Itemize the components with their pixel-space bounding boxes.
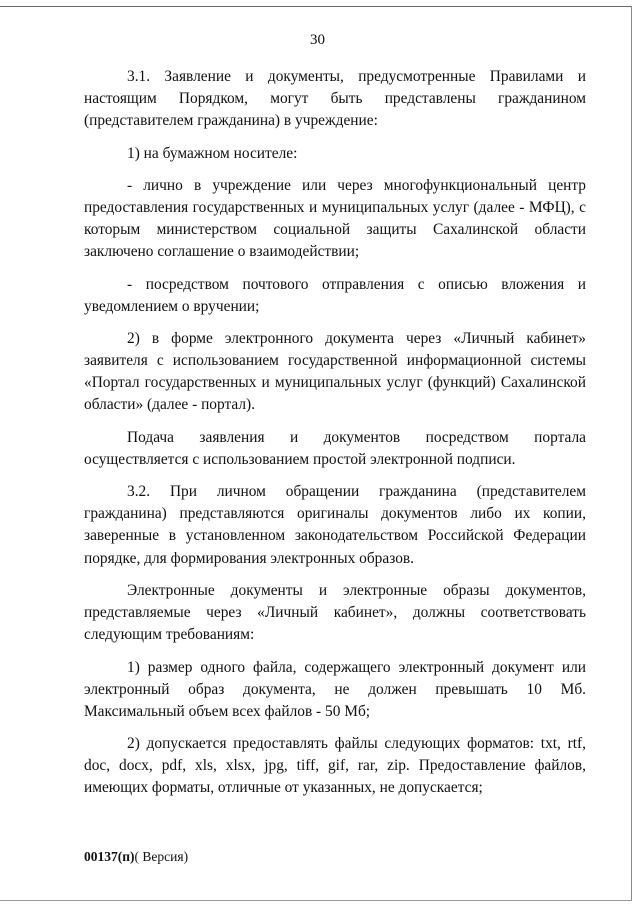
paragraph-requirements: Электронные документы и электронные образы документов, представляемые через «Личный кабинет», должны соответствовать следующим требованиям: [84,581,586,644]
paragraph-signature: Подача заявления и документов посредством портала осуществляется с использованием простой электронной подписи. [84,428,586,468]
footer-code: 00137(п) [84,849,135,864]
paragraph-by-mail: - посредством почтового отправления с описью вложения и уведомлением о вручении; [84,275,586,315]
bottom-border-line [0,900,632,901]
paragraph-paper-medium: 1) на бумажном носителе: [127,144,298,162]
paragraph-file-formats: 2) допускается предоставлять файлы следующих форматов: txt, rtf, doc, docx, pdf, xls, xlsx, jpg, tiff, gif, rar, zip. Предоставление файлов, имеющих форматы, отличные от указанных, не допускается; [84,735,586,797]
paragraph-file-size: 1) размер одного файла, содержащего электронный документ или электронный образ документа, не должен превышать 10 Мб. Максимальный объем всех файлов - 50 Мб; [84,658,586,720]
right-border-line [631,6,632,901]
top-border-line [0,6,632,7]
paragraph-3-1: 3.1. Заявление и документы, предусмотренные Правилами и настоящим Порядком, могут быть представлены гражданином (представителем гражданина) в учреждение: [84,68,586,130]
document-body [84,66,586,810]
footer-version: ( Версия) [134,849,189,864]
page-number: 30 [310,32,325,48]
paragraph-3-2: 3.2. При личном обращении гражданина (представителем гражданина) представляются оригиналы документов либо их копии, заверенные в установленном законодательством Российской Федерации порядке, для формирования электронных образов. [84,483,586,567]
paragraph-in-person: - лично в учреждение или через многофункциональный центр предоставления государственных и муниципальных услуг (далее - МФЦ), с которым министерством социальной защиты Сахалинской области заключено соглашение о взаимодействии; [84,176,586,261]
footer [84,849,188,865]
paragraph-electronic: 2) в форме электронного документа через «Личный кабинет» заявителя с использованием государственной информационной системы «Портал государственных и муниципальных услуг (функций) Сахалинской области» (далее - портал). [84,330,586,414]
